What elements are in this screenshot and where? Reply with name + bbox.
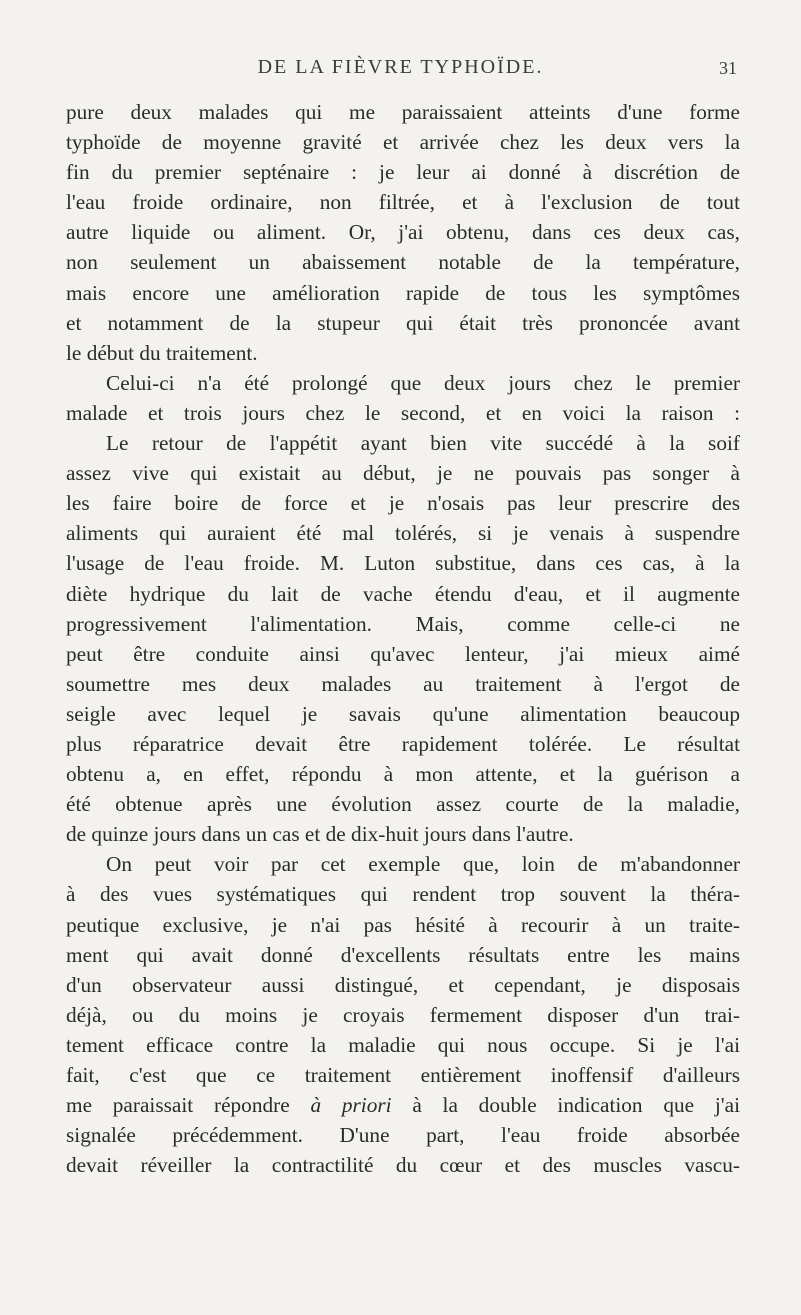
text-line: et notamment de la stupeur qui était très prononcée avant bbox=[66, 310, 740, 335]
text-line: mais encore une amélioration rapide de tous les symptômes bbox=[66, 280, 740, 305]
text-line: On peut voir par cet exemple que, loin de m'abandonner bbox=[106, 852, 740, 877]
text-line: obtenu a, en effet, répondu à mon attente, et la guérison a bbox=[66, 762, 740, 787]
text-line: été obtenue après une évolution assez courte de la maladie, bbox=[66, 792, 740, 817]
text-line bbox=[66, 1090, 740, 1120]
text-line: plus réparatrice devait être rapidement tolérée. Le résultat bbox=[66, 731, 740, 756]
text-span: à la double indication que j'ai bbox=[391, 1093, 740, 1118]
text-line: autre liquide ou aliment. Or, j'ai obtenu, dans ces deux cas, bbox=[66, 220, 740, 245]
text-line: soumettre mes deux malades au traitement à l'ergot de bbox=[66, 671, 740, 696]
text-line: pure deux malades qui me paraissaient atteints d'une forme bbox=[66, 100, 740, 124]
text-line: aliments qui auraient été mal tolérés, si je venais à suspendre bbox=[66, 521, 740, 546]
text-line: de quinze jours dans un cas et de dix-huit jours dans l'autre. bbox=[66, 822, 574, 847]
text-line: Celui-ci n'a été prolongé que deux jours chez le premier bbox=[106, 370, 740, 395]
text-line: progressivement l'alimentation. Mais, comme celle-ci ne bbox=[66, 611, 740, 636]
text-line: peut être conduite ainsi qu'avec lenteur, j'ai mieux aimé bbox=[66, 641, 740, 666]
text-line: seigle avec lequel je savais qu'une alimentation beaucoup bbox=[66, 701, 740, 726]
text-line: fin du premier septénaire : je leur ai donné à discrétion de bbox=[66, 160, 740, 185]
text-line: tement efficace contre la maladie qui nous occupe. Si je l'ai bbox=[66, 1032, 740, 1057]
text-body bbox=[66, 97, 740, 1180]
page-header bbox=[0, 56, 801, 86]
text-line: le début du traitement. bbox=[66, 340, 258, 365]
text-line: signalée précédemment. D'une part, l'eau froide absorbée bbox=[66, 1123, 740, 1148]
text-line: l'eau froide ordinaire, non filtrée, et à l'exclusion de tout bbox=[66, 190, 740, 215]
text-line: typhoïde de moyenne gravité et arrivée chez les deux vers la bbox=[66, 130, 740, 155]
text-line: Le retour de l'appétit ayant bien vite succédé à la soif bbox=[106, 431, 740, 456]
text-line: diète hydrique du lait de vache étendu d'eau, et il augmente bbox=[66, 581, 740, 606]
text-span: me paraissait répondre bbox=[66, 1093, 311, 1118]
text-line: d'un observateur aussi distingué, et cependant, je disposais bbox=[66, 972, 740, 997]
text-line: l'usage de l'eau froide. M. Luton substitue, dans ces cas, à la bbox=[66, 551, 740, 576]
text-line: les faire boire de force et je n'osais pas leur prescrire des bbox=[66, 491, 740, 516]
text-line: fait, c'est que ce traitement entièrement inoffensif d'ailleurs bbox=[66, 1063, 740, 1087]
text-line: à des vues systématiques qui rendent trop souvent la théra- bbox=[66, 882, 740, 907]
text-line: peutique exclusive, je n'ai pas hésité à recourir à un traite- bbox=[66, 912, 740, 937]
text-line: devait réveiller la contractilité du cœur et des muscles vascu- bbox=[66, 1153, 740, 1178]
text-line: ment qui avait donné d'excellents résultats entre les mains bbox=[66, 942, 740, 967]
text-line: assez vive qui existait au début, je ne pouvais pas songer à bbox=[66, 461, 740, 486]
text-line: déjà, ou du moins je croyais fermement disposer d'un trai- bbox=[66, 1002, 740, 1027]
text-line: non seulement un abaissement notable de la température, bbox=[66, 250, 740, 275]
italic-phrase: à priori bbox=[310, 1093, 392, 1118]
running-title: DE LA FIÈVRE TYPHOÏDE. bbox=[257, 56, 544, 78]
page-number: 31 bbox=[719, 58, 737, 78]
text-line: malade et trois jours chez le second, et en voici la raison : bbox=[66, 400, 740, 425]
